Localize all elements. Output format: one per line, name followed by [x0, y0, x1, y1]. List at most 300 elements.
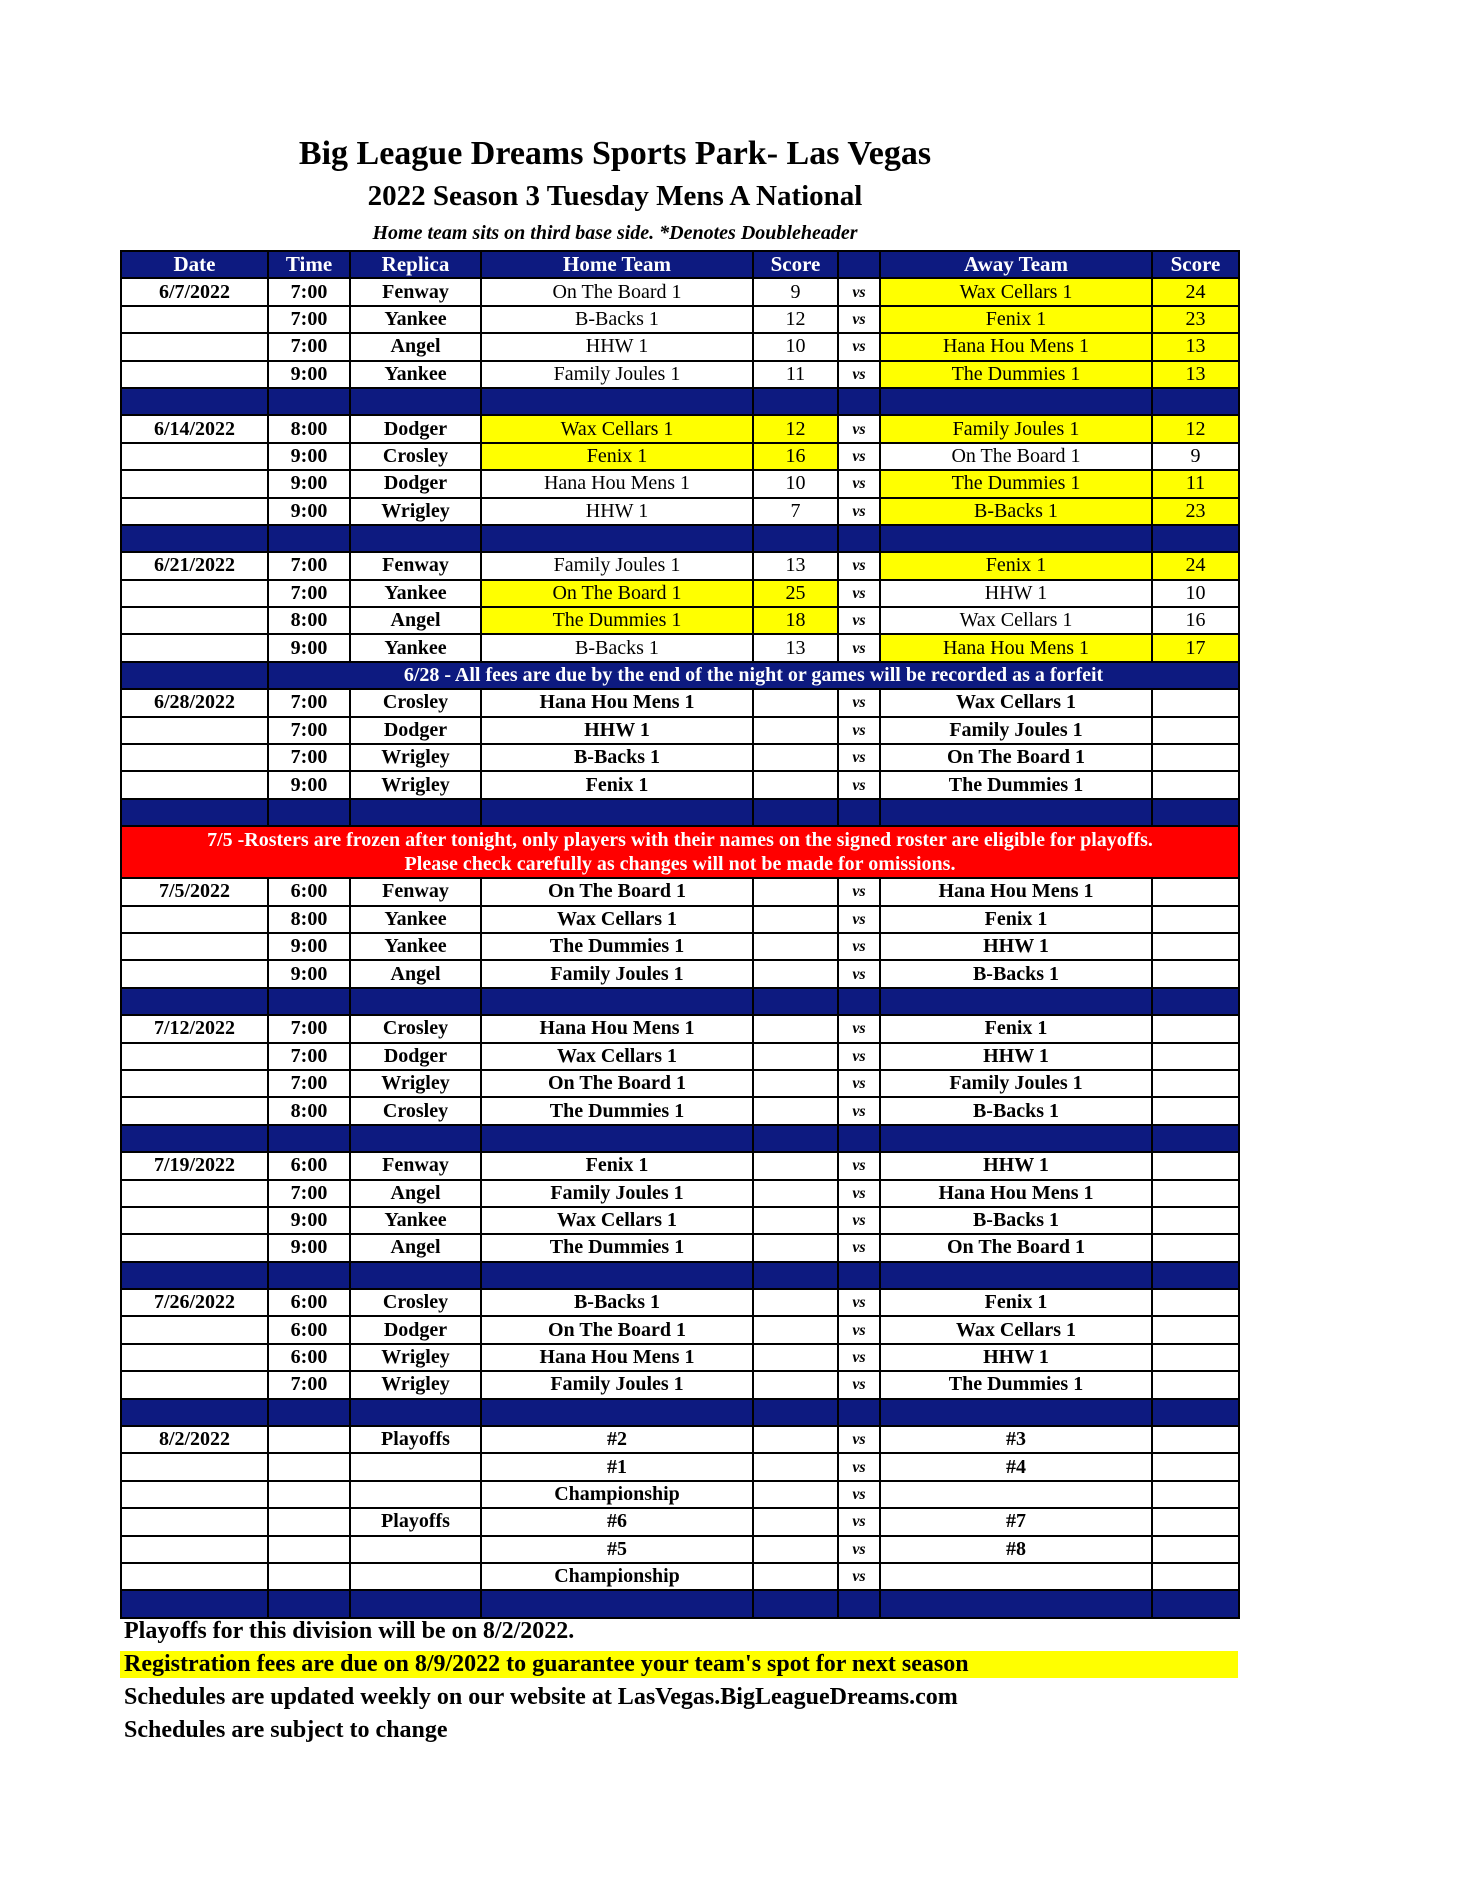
game-row — [121, 306, 1239, 333]
game-date — [121, 1371, 268, 1398]
away-score: 17 — [1152, 634, 1239, 661]
game-time: 6:00 — [268, 1152, 350, 1179]
separator-cell — [350, 799, 481, 826]
footer-registration-note: Registration fees are due on 8/9/2022 to guarantee your team's spot for next season — [120, 1651, 1238, 1678]
home-team: Wax Cellars 1 — [481, 415, 753, 442]
home-score — [753, 1043, 838, 1070]
game-replica: Dodger — [350, 1316, 481, 1343]
game-replica: Wrigley — [350, 1371, 481, 1398]
game-date — [121, 1453, 268, 1480]
separator-cell — [838, 1125, 880, 1152]
game-row — [121, 1180, 1239, 1207]
game-row — [121, 744, 1239, 771]
separator-cell — [121, 525, 268, 552]
game-date — [121, 1316, 268, 1343]
vs-label: vs — [838, 1371, 880, 1398]
game-replica: Playoffs — [350, 1508, 481, 1535]
vs-label: vs — [838, 933, 880, 960]
game-row — [121, 1097, 1239, 1124]
game-time: 6:00 — [268, 878, 350, 905]
game-time: 7:00 — [268, 689, 350, 716]
away-score — [1152, 717, 1239, 744]
separator-cell — [753, 799, 838, 826]
home-team: Fenix 1 — [481, 443, 753, 470]
away-team: Family Joules 1 — [880, 1070, 1152, 1097]
separator-row — [121, 388, 1239, 415]
game-time: 9:00 — [268, 361, 350, 388]
home-team: Hana Hou Mens 1 — [481, 1015, 753, 1042]
home-team: B-Backs 1 — [481, 744, 753, 771]
game-row — [121, 1508, 1239, 1535]
vs-label: vs — [838, 361, 880, 388]
away-team: HHW 1 — [880, 1043, 1152, 1070]
game-replica: Yankee — [350, 634, 481, 661]
home-team: Wax Cellars 1 — [481, 1043, 753, 1070]
game-replica: Angel — [350, 960, 481, 987]
vs-label: vs — [838, 1344, 880, 1371]
game-row — [121, 1344, 1239, 1371]
game-row — [121, 1371, 1239, 1398]
home-score — [753, 933, 838, 960]
game-replica: Yankee — [350, 933, 481, 960]
game-replica: Yankee — [350, 580, 481, 607]
game-time: 8:00 — [268, 906, 350, 933]
separator-row — [121, 1262, 1239, 1289]
game-replica: Dodger — [350, 415, 481, 442]
game-row — [121, 1207, 1239, 1234]
game-date — [121, 717, 268, 744]
away-team: Wax Cellars 1 — [880, 607, 1152, 634]
game-time — [268, 1426, 350, 1453]
game-row — [121, 878, 1239, 905]
home-score — [753, 1536, 838, 1563]
separator-cell — [1152, 988, 1239, 1015]
game-time: 9:00 — [268, 443, 350, 470]
separator-cell — [350, 988, 481, 1015]
vs-label: vs — [838, 1481, 880, 1508]
home-score — [753, 1180, 838, 1207]
game-date — [121, 933, 268, 960]
home-score — [753, 717, 838, 744]
vs-label: vs — [838, 552, 880, 579]
home-score — [753, 771, 838, 798]
game-replica: Yankee — [350, 306, 481, 333]
game-time: 6:00 — [268, 1344, 350, 1371]
column-header-home-team: Home Team — [481, 251, 753, 278]
home-team: Family Joules 1 — [481, 1371, 753, 1398]
game-date — [121, 771, 268, 798]
schedule-table — [120, 250, 1240, 1619]
game-date — [121, 333, 268, 360]
away-team: B-Backs 1 — [880, 1097, 1152, 1124]
away-team: Wax Cellars 1 — [880, 689, 1152, 716]
footer-change-note: Schedules are subject to change — [124, 1717, 448, 1743]
game-row — [121, 1015, 1239, 1042]
home-team: Fenix 1 — [481, 1152, 753, 1179]
away-score — [1152, 878, 1239, 905]
vs-label: vs — [838, 1289, 880, 1316]
away-score — [1152, 689, 1239, 716]
away-score — [1152, 960, 1239, 987]
away-team: Hana Hou Mens 1 — [880, 634, 1152, 661]
home-score — [753, 1426, 838, 1453]
away-score — [1152, 1015, 1239, 1042]
game-date: 6/21/2022 — [121, 552, 268, 579]
away-team: The Dummies 1 — [880, 361, 1152, 388]
game-row — [121, 906, 1239, 933]
page-subtitle: 2022 Season 3 Tuesday Mens A National — [367, 180, 863, 212]
home-score: 9 — [753, 278, 838, 305]
vs-label: vs — [838, 1316, 880, 1343]
vs-label: vs — [838, 1536, 880, 1563]
separator-cell — [350, 1125, 481, 1152]
game-replica: Crosley — [350, 443, 481, 470]
home-score: 25 — [753, 580, 838, 607]
vs-label: vs — [838, 1152, 880, 1179]
game-row — [121, 1481, 1239, 1508]
separator-cell — [838, 1399, 880, 1426]
game-date — [121, 1207, 268, 1234]
separator-cell — [753, 388, 838, 415]
home-score — [753, 1508, 838, 1535]
game-replica: Fenway — [350, 1152, 481, 1179]
separator-cell — [121, 1399, 268, 1426]
home-team: On The Board 1 — [481, 580, 753, 607]
home-team: The Dummies 1 — [481, 607, 753, 634]
game-replica: Angel — [350, 333, 481, 360]
vs-label: vs — [838, 498, 880, 525]
game-row — [121, 1043, 1239, 1070]
vs-label: vs — [838, 607, 880, 634]
separator-cell — [350, 388, 481, 415]
game-date — [121, 607, 268, 634]
game-time: 9:00 — [268, 498, 350, 525]
notice-text: 6/28 - All fees are due by the end of the night or games will be recorded as a forfeit — [268, 662, 1239, 689]
away-score — [1152, 1481, 1239, 1508]
vs-label: vs — [838, 443, 880, 470]
game-time: 7:00 — [268, 580, 350, 607]
column-header-away-score: Score — [1152, 251, 1239, 278]
game-replica: Dodger — [350, 1043, 481, 1070]
game-time: 9:00 — [268, 1234, 350, 1261]
home-team: Hana Hou Mens 1 — [481, 1344, 753, 1371]
separator-row — [121, 1399, 1239, 1426]
home-score — [753, 744, 838, 771]
home-team: Family Joules 1 — [481, 552, 753, 579]
vs-label: vs — [838, 689, 880, 716]
away-team: On The Board 1 — [880, 443, 1152, 470]
home-score — [753, 1152, 838, 1179]
separator-cell — [481, 1590, 753, 1617]
game-replica: Fenway — [350, 552, 481, 579]
separator-cell — [880, 799, 1152, 826]
separator-cell — [481, 988, 753, 1015]
game-replica: Crosley — [350, 1015, 481, 1042]
game-time: 9:00 — [268, 771, 350, 798]
away-score — [1152, 1371, 1239, 1398]
game-date — [121, 1563, 268, 1590]
game-date — [121, 1234, 268, 1261]
column-header-home-score: Score — [753, 251, 838, 278]
separator-row — [121, 799, 1239, 826]
game-date — [121, 1508, 268, 1535]
column-header-away-team: Away Team — [880, 251, 1152, 278]
separator-row — [121, 525, 1239, 552]
separator-cell — [1152, 799, 1239, 826]
home-score — [753, 1234, 838, 1261]
away-score: 23 — [1152, 498, 1239, 525]
game-replica — [350, 1536, 481, 1563]
table-header-row — [121, 251, 1239, 278]
separator-cell — [268, 799, 350, 826]
separator-cell — [268, 388, 350, 415]
home-team: On The Board 1 — [481, 1316, 753, 1343]
home-team: Wax Cellars 1 — [481, 906, 753, 933]
away-team: Hana Hou Mens 1 — [880, 1180, 1152, 1207]
away-score — [1152, 933, 1239, 960]
game-replica: Fenway — [350, 878, 481, 905]
game-date — [121, 1043, 268, 1070]
away-score — [1152, 906, 1239, 933]
home-team: Family Joules 1 — [481, 1180, 753, 1207]
away-team: Hana Hou Mens 1 — [880, 878, 1152, 905]
separator-cell — [350, 1590, 481, 1617]
game-replica: Dodger — [350, 717, 481, 744]
separator-cell — [880, 1125, 1152, 1152]
game-time: 8:00 — [268, 1097, 350, 1124]
home-team: Fenix 1 — [481, 771, 753, 798]
home-score: 12 — [753, 415, 838, 442]
game-row — [121, 470, 1239, 497]
separator-cell — [481, 799, 753, 826]
game-date — [121, 1180, 268, 1207]
game-date: 7/5/2022 — [121, 878, 268, 905]
game-replica: Crosley — [350, 1097, 481, 1124]
vs-label: vs — [838, 1426, 880, 1453]
home-score — [753, 1207, 838, 1234]
game-replica — [350, 1481, 481, 1508]
game-row — [121, 1152, 1239, 1179]
separator-cell — [1152, 388, 1239, 415]
away-team: HHW 1 — [880, 1152, 1152, 1179]
home-team: The Dummies 1 — [481, 933, 753, 960]
vs-label: vs — [838, 744, 880, 771]
away-team: #4 — [880, 1453, 1152, 1480]
separator-cell — [880, 525, 1152, 552]
away-team: HHW 1 — [880, 933, 1152, 960]
vs-label: vs — [838, 1180, 880, 1207]
separator-cell — [1152, 1399, 1239, 1426]
home-team: The Dummies 1 — [481, 1234, 753, 1261]
game-date — [121, 744, 268, 771]
away-score — [1152, 744, 1239, 771]
away-score: 12 — [1152, 415, 1239, 442]
home-team: B-Backs 1 — [481, 1289, 753, 1316]
home-team: Wax Cellars 1 — [481, 1207, 753, 1234]
home-score — [753, 689, 838, 716]
game-time: 7:00 — [268, 1043, 350, 1070]
away-team: Wax Cellars 1 — [880, 1316, 1152, 1343]
game-date: 7/26/2022 — [121, 1289, 268, 1316]
game-row — [121, 689, 1239, 716]
away-score — [1152, 1316, 1239, 1343]
home-team: Hana Hou Mens 1 — [481, 689, 753, 716]
home-team: On The Board 1 — [481, 878, 753, 905]
away-team: B-Backs 1 — [880, 1207, 1152, 1234]
away-team: Hana Hou Mens 1 — [880, 333, 1152, 360]
away-score — [1152, 1563, 1239, 1590]
game-time: 7:00 — [268, 333, 350, 360]
game-time: 6:00 — [268, 1289, 350, 1316]
separator-row — [121, 1590, 1239, 1617]
vs-label: vs — [838, 717, 880, 744]
game-row — [121, 717, 1239, 744]
away-score — [1152, 771, 1239, 798]
page-title: Big League Dreams Sports Park- Las Vegas — [298, 135, 932, 172]
column-header-vs — [838, 251, 880, 278]
away-team: HHW 1 — [880, 1344, 1152, 1371]
separator-cell — [880, 1262, 1152, 1289]
home-score — [753, 1371, 838, 1398]
away-team: Fenix 1 — [880, 306, 1152, 333]
game-time: 8:00 — [268, 607, 350, 634]
home-score: 18 — [753, 607, 838, 634]
home-team: On The Board 1 — [481, 278, 753, 305]
game-row — [121, 1563, 1239, 1590]
away-score: 9 — [1152, 443, 1239, 470]
alert-row — [121, 826, 1239, 878]
home-team: Family Joules 1 — [481, 960, 753, 987]
separator-cell — [1152, 1262, 1239, 1289]
game-row — [121, 1453, 1239, 1480]
home-score: 10 — [753, 333, 838, 360]
separator-cell — [838, 1262, 880, 1289]
game-date — [121, 906, 268, 933]
game-time — [268, 1536, 350, 1563]
game-date — [121, 634, 268, 661]
game-replica: Crosley — [350, 689, 481, 716]
game-replica: Angel — [350, 1180, 481, 1207]
home-team: #2 — [481, 1426, 753, 1453]
home-score: 13 — [753, 634, 838, 661]
game-replica: Playoffs — [350, 1426, 481, 1453]
game-time: 7:00 — [268, 744, 350, 771]
game-time: 7:00 — [268, 278, 350, 305]
home-score — [753, 1015, 838, 1042]
away-score: 11 — [1152, 470, 1239, 497]
game-row — [121, 552, 1239, 579]
separator-cell — [753, 988, 838, 1015]
vs-label: vs — [838, 878, 880, 905]
game-row — [121, 278, 1239, 305]
away-score — [1152, 1508, 1239, 1535]
home-team: HHW 1 — [481, 717, 753, 744]
game-row — [121, 1316, 1239, 1343]
away-team: On The Board 1 — [880, 744, 1152, 771]
game-time — [268, 1481, 350, 1508]
game-date — [121, 306, 268, 333]
separator-cell — [838, 525, 880, 552]
alert-line: 7/5 -Rosters are frozen after tonight, only players with their names on the signed roster are eligible for playoffs. — [207, 829, 1153, 852]
vs-label: vs — [838, 1453, 880, 1480]
home-score: 10 — [753, 470, 838, 497]
separator-cell — [1152, 525, 1239, 552]
game-date: 6/7/2022 — [121, 278, 268, 305]
vs-label: vs — [838, 960, 880, 987]
alert-cell — [121, 826, 1239, 878]
separator-cell — [880, 988, 1152, 1015]
separator-cell — [268, 1125, 350, 1152]
separator-cell — [268, 1399, 350, 1426]
home-team: #6 — [481, 1508, 753, 1535]
away-team: Fenix 1 — [880, 552, 1152, 579]
game-time: 7:00 — [268, 717, 350, 744]
game-row — [121, 1289, 1239, 1316]
game-date — [121, 1070, 268, 1097]
away-team: Family Joules 1 — [880, 415, 1152, 442]
home-team: Family Joules 1 — [481, 361, 753, 388]
game-replica: Fenway — [350, 278, 481, 305]
vs-label: vs — [838, 306, 880, 333]
home-score — [753, 960, 838, 987]
away-score — [1152, 1453, 1239, 1480]
away-score — [1152, 1289, 1239, 1316]
home-score — [753, 1316, 838, 1343]
away-team: Family Joules 1 — [880, 717, 1152, 744]
game-replica — [350, 1453, 481, 1480]
separator-cell — [753, 525, 838, 552]
separator-cell — [838, 988, 880, 1015]
game-row — [121, 580, 1239, 607]
separator-cell — [838, 799, 880, 826]
separator-cell — [121, 1590, 268, 1617]
home-score — [753, 1097, 838, 1124]
separator-row — [121, 988, 1239, 1015]
separator-cell — [753, 1125, 838, 1152]
home-team: B-Backs 1 — [481, 634, 753, 661]
separator-cell — [121, 388, 268, 415]
schedule-note: Home team sits on third base side. *Denotes Doubleheader — [372, 222, 858, 244]
home-score — [753, 906, 838, 933]
vs-label: vs — [838, 470, 880, 497]
game-row — [121, 333, 1239, 360]
separator-cell — [481, 1399, 753, 1426]
away-score: 16 — [1152, 607, 1239, 634]
game-time: 7:00 — [268, 1070, 350, 1097]
away-team: HHW 1 — [880, 580, 1152, 607]
separator-cell — [121, 1262, 268, 1289]
away-score: 13 — [1152, 361, 1239, 388]
separator-cell — [268, 988, 350, 1015]
game-row — [121, 443, 1239, 470]
home-team: Championship — [481, 1563, 753, 1590]
away-score — [1152, 1344, 1239, 1371]
game-replica: Yankee — [350, 1207, 481, 1234]
away-score — [1152, 1234, 1239, 1261]
game-replica: Yankee — [350, 361, 481, 388]
away-score — [1152, 1097, 1239, 1124]
game-date — [121, 1344, 268, 1371]
separator-cell — [880, 1590, 1152, 1617]
game-date — [121, 580, 268, 607]
separator-cell — [481, 525, 753, 552]
separator-cell — [481, 1125, 753, 1152]
game-date — [121, 960, 268, 987]
column-header-date: Date — [121, 251, 268, 278]
home-team: HHW 1 — [481, 333, 753, 360]
game-date: 6/28/2022 — [121, 689, 268, 716]
home-team: Hana Hou Mens 1 — [481, 470, 753, 497]
